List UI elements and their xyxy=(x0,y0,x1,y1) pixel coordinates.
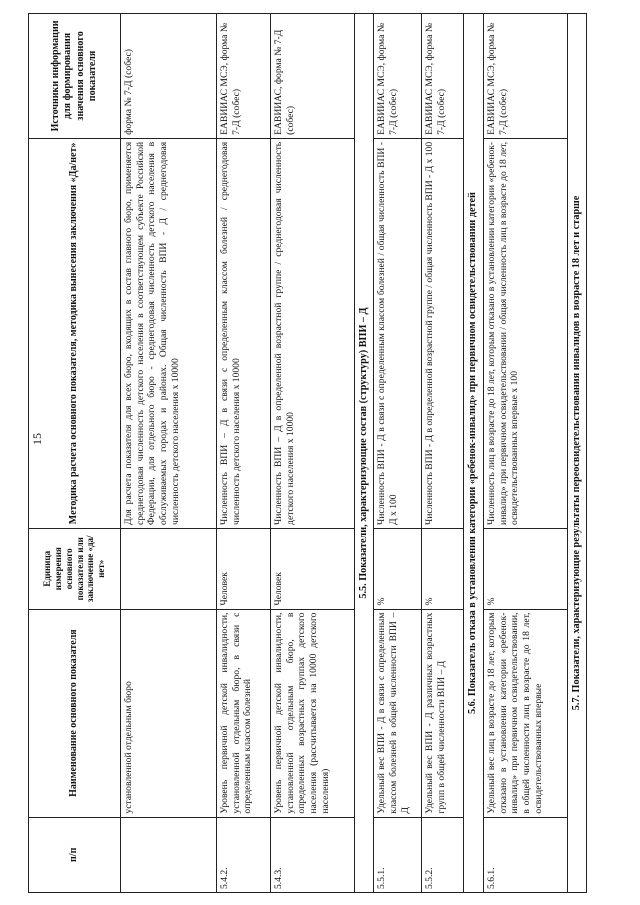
row-name: Уровень первичной детской инвалидности, установленной отдельным бюро, в связи с определенным классом болезней xyxy=(217,609,271,817)
row-name: Уровень первичной детской инвалидности, установленной отдельным бюро, в определенных возрастных группах детского населения (рассчитывается на 10000 детского населения) xyxy=(271,609,355,817)
table-row xyxy=(374,14,422,893)
row-unit: Человек xyxy=(271,528,355,609)
section-row xyxy=(464,14,483,893)
row-name: Удельный вес ВПИ - Д различных возрастных групп в общей численности ВПИ – Д xyxy=(422,609,464,817)
row-num: 5.5.2. xyxy=(422,817,464,892)
row-source: форма № 7-Д (собес) xyxy=(121,14,217,139)
table-row xyxy=(121,14,217,893)
table-body xyxy=(121,14,587,893)
row-unit: % xyxy=(374,528,422,609)
row-source: ЕАВИИАС МСЭ, форма № 7-Д (собес) xyxy=(422,14,464,139)
row-source: ЕАВИИАС МСЭ, форма № 7-Д (собес) xyxy=(374,14,422,139)
row-num: 5.5.1. xyxy=(374,817,422,892)
page-number: 15 xyxy=(30,433,44,445)
row-unit: % xyxy=(483,528,567,609)
table-row xyxy=(217,14,271,893)
row-method: Численность ВПИ – Д в определенной возрастной группе / среднегодовая численность детского населения x 10000 xyxy=(271,138,355,528)
header-unit: Единица измерения основного показателя или заключение «да/нет» xyxy=(29,528,121,609)
row-method: Численность ВПИ – Д в связи с определенным классом болезней / среднегодовая численность детского населения x 10000 xyxy=(217,138,271,528)
row-method: Численность лиц в возрасте до 18 лет, которым отказано в установлении категории «ребенок-инвалид» при первичном освидетельствовании / общая численность лиц в возрасте до 18 лет, освидетельствованных впервые x 100 xyxy=(483,138,567,528)
row-name: установленной отдельным бюро xyxy=(121,609,217,817)
row-method: Численность ВПИ - Д в определенной возрастной группе / общая численность ВПИ - Д x 100 xyxy=(422,138,464,528)
row-source: ЕАВИИАС МСЭ, форма № 7-Д (собес) xyxy=(217,14,271,139)
row-num: 5.4.3. xyxy=(271,817,355,892)
document-table-rotated xyxy=(28,13,628,893)
row-unit: % xyxy=(422,528,464,609)
row-num: 5.4.2. xyxy=(217,817,271,892)
row-method: Для расчета показателя для всех бюро, входящих в состав главного бюро, применяется среднегодовая численность детского населения в соответствующем субъекте Российской Федерации, для отдельного бюро - среднегодовая численность детского населения в обслуживаемых городах и районах. Общая численность ВПИ - Д / среднегодовая численность детского населения x 10000 xyxy=(121,138,217,528)
row-num: 5.6.1. xyxy=(483,817,567,892)
row-name: Удельный вес лиц в возрасте до 18 лет, которым отказано в установлении категории «ребенок-инвалид» при первичном освидетельствовании, в общей численности лиц в возрасте до 18 лет, освидетельствованных впервые xyxy=(483,609,567,817)
row-unit xyxy=(121,528,217,609)
row-method: Численность ВПИ - Д в связи с определенным классом болезней / общая численность ВПИ - Д x 100 xyxy=(374,138,422,528)
section-title: 5.5. Показатели, характеризующие состав (структуру) ВПИ – Д xyxy=(355,14,374,893)
row-source: ЕАВИИАС, форма № 7-Д (собес) xyxy=(271,14,355,139)
header-method: Методика расчета основного показателя, методика вынесения заключения «Да/нет» xyxy=(29,138,121,528)
table-row xyxy=(483,14,567,893)
row-unit: Человек xyxy=(217,528,271,609)
row-num xyxy=(121,817,217,892)
header-num: п/п xyxy=(29,817,121,892)
header-name: Наименование основного показателя xyxy=(29,609,121,817)
table-row xyxy=(422,14,464,893)
section-title: 5.6. Показатель отказа в установлении категории «ребенок-инвалид» при первичном освидетельствовании детей xyxy=(464,14,483,893)
row-name: Удельный вес ВПИ - Д в связи с определенным классом болезней в общей численности ВПИ – Д xyxy=(374,609,422,817)
section-title: 5.7. Показатели, характеризующие результаты переосвидетельствования инвалидов в возрасте 18 лет и старше xyxy=(567,14,586,893)
table-row xyxy=(271,14,355,893)
section-row xyxy=(567,14,586,893)
row-source: ЕАВИИАС МСЭ, форма № 7-Д (собес) xyxy=(483,14,567,139)
table-header-row xyxy=(29,14,121,893)
section-row xyxy=(355,14,374,893)
header-source: Источники информации для формирования значения основного показателя xyxy=(29,14,121,139)
indicators-table xyxy=(28,13,587,893)
